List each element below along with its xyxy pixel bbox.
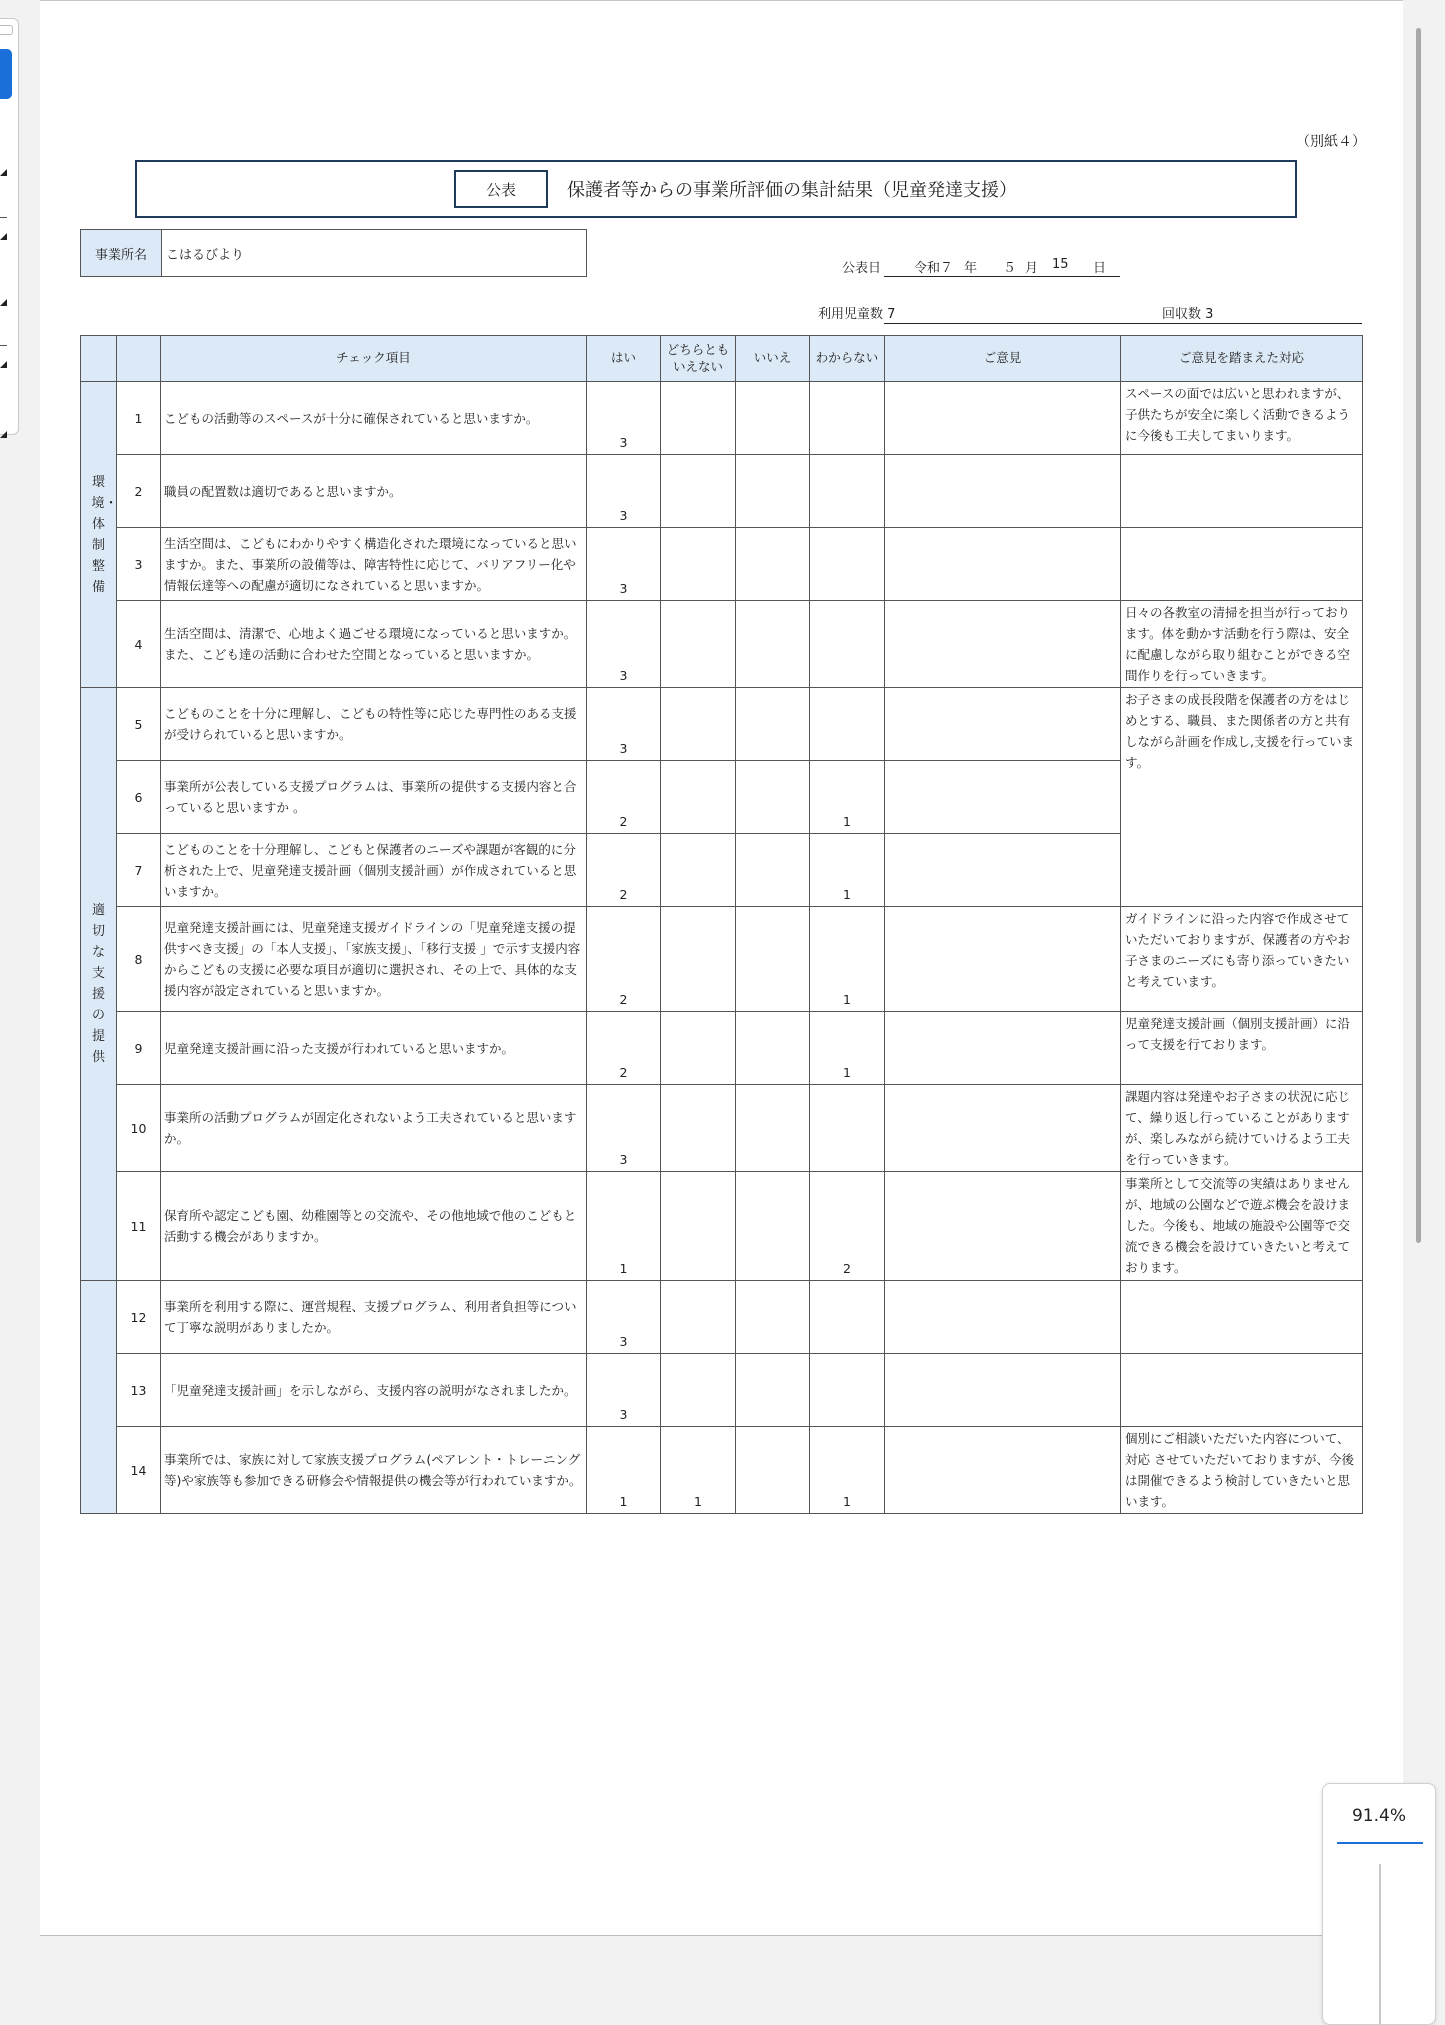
opinion-text <box>885 1281 1121 1354</box>
header-response: ご意見を踏まえた対応 <box>1121 336 1363 382</box>
no-count <box>736 1354 810 1427</box>
publication-date-label: 公表日 <box>842 261 882 276</box>
yes-count: 3 <box>587 601 661 688</box>
unknown-count: 1 <box>810 834 885 907</box>
unknown-count <box>810 382 885 455</box>
question-text: 生活空間は、清潔で、心地よく過ごせる環境になっていると思いますか。また、こども達の活動に合わせた空間となっていると思いますか。 <box>161 601 587 688</box>
row-number: 4 <box>117 601 161 688</box>
header-check-item: チェック項目 <box>161 336 587 382</box>
row-number: 13 <box>117 1354 161 1427</box>
neither-count <box>661 1012 736 1085</box>
page-divider <box>40 1935 1403 1936</box>
response-text <box>1121 528 1363 601</box>
header-neither: どちらとも いえない <box>661 336 736 382</box>
opinion-text <box>885 1354 1121 1427</box>
question-text: 児童発達支援計画に沿った支援が行われていると思いますか。 <box>161 1012 587 1085</box>
question-text: 事業所では、家族に対して家族支援プログラム(ペアレント・トレーニング等)や家族等も参加できる研修会や情報提供の機会等が行われていますか。 <box>161 1427 587 1514</box>
neither-count <box>661 1172 736 1281</box>
neither-count <box>661 907 736 1012</box>
no-count <box>736 528 810 601</box>
unknown-count <box>810 601 885 688</box>
children-count-label: 利用児童数 <box>818 307 884 322</box>
opinion-text <box>885 1427 1121 1514</box>
scrollbar-track[interactable] <box>1403 0 1445 2000</box>
expand-tool-icon[interactable] <box>0 431 7 438</box>
no-count <box>736 455 810 528</box>
table-row <box>81 528 1363 601</box>
no-count <box>736 688 810 761</box>
unknown-count <box>810 1281 885 1354</box>
evaluation-table <box>80 335 1363 1514</box>
opinion-text <box>885 688 1121 761</box>
unknown-count: 2 <box>810 1172 885 1281</box>
no-count <box>736 761 810 834</box>
expand-tool-icon[interactable] <box>0 169 7 176</box>
header-number <box>117 336 161 382</box>
unknown-count <box>810 1085 885 1172</box>
row-number: 2 <box>117 455 161 528</box>
header-opinion: ご意見 <box>885 336 1121 382</box>
question-text: 児童発達支援計画には、児童発達支援ガイドラインの「児童発達支援の提供すべき支援」の「本人支援」、「家族支援」、「移行支援 」で示す支援内容からこどもの支援に必要な項目が適切に選択され、その上で、具体的な支援内容が設定されていると思いますか。 <box>161 907 587 1012</box>
neither-count <box>661 455 736 528</box>
scrollbar-thumb[interactable] <box>1416 28 1421 1243</box>
expand-tool-icon[interactable] <box>0 299 7 306</box>
table-header-row <box>81 336 1363 382</box>
row-number: 10 <box>117 1085 161 1172</box>
annex-label: （別紙４） <box>1296 134 1366 150</box>
returned-count-label: 回収数 <box>1162 307 1202 322</box>
facility-name-box <box>80 229 587 277</box>
response-text <box>1121 1281 1363 1354</box>
unknown-count: 1 <box>810 761 885 834</box>
side-toolbar <box>0 18 19 435</box>
header-no: いいえ <box>736 336 810 382</box>
table-row <box>81 1281 1363 1354</box>
response-text: スペースの面では広いと思われますが、子供たちが安全に楽しく活動できるように今後も工夫してまいります。 <box>1121 382 1363 455</box>
no-count <box>736 1427 810 1514</box>
returned-count-value: 3 <box>1205 307 1214 322</box>
header-category <box>81 336 117 382</box>
tool-separator-icon <box>0 217 7 218</box>
opinion-text <box>885 1012 1121 1085</box>
response-text: 児童発達支援計画（個別支援計画）に沿って支援を行ております。 <box>1121 1012 1363 1085</box>
response-text: 日々の各教室の清掃を担当が行っております。体を動かす活動を行う際は、安全に配慮しながら取り組むことができる空間作りを行っていきます。 <box>1121 601 1363 688</box>
children-count-value: 7 <box>887 307 896 322</box>
no-count <box>736 1172 810 1281</box>
publication-day: 15 <box>1052 257 1069 272</box>
publication-era-year: 令和７ <box>914 261 954 276</box>
question-text: 職員の配置数は適切であると思いますか。 <box>161 455 587 528</box>
response-text: ガイドラインに沿った内容で作成させていただいておりますが、保護者の方やお子さまのニーズにも寄り添っていきたいと考えています。 <box>1121 907 1363 1012</box>
returned-count-field <box>1162 303 1213 322</box>
unknown-count <box>810 528 885 601</box>
expand-tool-icon[interactable] <box>0 361 7 368</box>
publication-month-unit: 月 <box>1025 261 1039 276</box>
neither-count <box>661 1085 736 1172</box>
question-text: 事業所が公表している支援プログラムは、事業所の提供する支援内容と合っていると思いますか 。 <box>161 761 587 834</box>
yes-count: 3 <box>587 688 661 761</box>
neither-count <box>661 528 736 601</box>
yes-count: 3 <box>587 1281 661 1354</box>
yes-count: 3 <box>587 1354 661 1427</box>
no-count <box>736 382 810 455</box>
yes-count: 3 <box>587 455 661 528</box>
table-row <box>81 382 1363 455</box>
document-title: 保護者等からの事業所評価の集計結果（児童発達支援） <box>567 180 1017 201</box>
neither-count <box>661 1281 736 1354</box>
tool-separator-icon <box>0 345 7 346</box>
question-text: 事業所の活動プログラムが固定化されないよう工夫されていると思いますか。 <box>161 1085 587 1172</box>
zoom-level-underline <box>1337 1842 1423 1844</box>
neither-count: 1 <box>661 1427 736 1514</box>
question-text: 保育所や認定こども園、幼稚園等との交流や、その他地域で他のこどもと活動する機会がありますか。 <box>161 1172 587 1281</box>
question-text: こどもの活動等のスペースが十分に確保されていると思いますか。 <box>161 382 587 455</box>
row-number: 8 <box>117 907 161 1012</box>
unknown-count: 1 <box>810 1012 885 1085</box>
opinion-text <box>885 761 1121 834</box>
row-number: 7 <box>117 834 161 907</box>
response-text <box>1121 1354 1363 1427</box>
yes-count: 2 <box>587 761 661 834</box>
opinion-text <box>885 382 1121 455</box>
opinion-text <box>885 907 1121 1012</box>
table-row <box>81 688 1363 761</box>
table-row <box>81 1354 1363 1427</box>
opinion-text <box>885 455 1121 528</box>
yes-count: 3 <box>587 528 661 601</box>
zoom-level[interactable]: 91.4% <box>1351 1806 1406 1826</box>
active-tool-button[interactable] <box>0 49 12 99</box>
table-row <box>81 455 1363 528</box>
question-text: こどものことを十分理解し、こどもと保護者のニーズや課題が客観的に分析された上で、児童発達支援計画（個別支援計画）が作成されていると思いますか。 <box>161 834 587 907</box>
category-continued <box>81 1281 117 1514</box>
unknown-count: 1 <box>810 907 885 1012</box>
public-badge: 公表 <box>454 170 548 208</box>
table-row <box>81 1427 1363 1514</box>
row-number: 3 <box>117 528 161 601</box>
yes-count: 3 <box>587 1085 661 1172</box>
unknown-count <box>810 455 885 528</box>
neither-count <box>661 761 736 834</box>
response-text: 事業所として交流等の実績はありませんが、地域の公園などで遊ぶ機会を設けました。今後も、地域の施設や公園等で交流できる機会を設けていきたいと考えております。 <box>1121 1172 1363 1281</box>
table-row <box>81 907 1363 1012</box>
row-number: 9 <box>117 1012 161 1085</box>
neither-count <box>661 601 736 688</box>
expand-tool-icon[interactable] <box>0 233 7 240</box>
publication-day-unit: 日 <box>1093 261 1107 276</box>
question-text: 「児童発達支援計画」を示しながら、支援内容の説明がなされましたか。 <box>161 1354 587 1427</box>
children-count-field <box>818 303 895 322</box>
row-number: 12 <box>117 1281 161 1354</box>
count-underline <box>884 323 1362 324</box>
row-number: 11 <box>117 1172 161 1281</box>
zoom-control[interactable] <box>1322 1783 1436 2025</box>
row-number: 5 <box>117 688 161 761</box>
response-text: 個別にご相談いただいた内容について、対応 させていただいておりますが、今後は開催できるよう検討していきたいと思います。 <box>1121 1427 1363 1514</box>
table-row <box>81 1172 1363 1281</box>
header-yes: はい <box>587 336 661 382</box>
unknown-count <box>810 1354 885 1427</box>
neither-count <box>661 834 736 907</box>
opinion-text <box>885 1085 1121 1172</box>
question-text: 事業所を利用する際に、運営規程、支援プログラム、利用者負担等について丁寧な説明がありましたか。 <box>161 1281 587 1354</box>
response-text <box>1121 455 1363 528</box>
no-count <box>736 1281 810 1354</box>
neither-count <box>661 688 736 761</box>
facility-name-value: こはるびより <box>166 247 245 263</box>
table-row <box>81 1012 1363 1085</box>
question-text: 生活空間は、こどもにわかりやすく構造化された環境になっていると思いますか。また、事業所の設備等は、障害特性に応じて、バリアフリー化や情報伝達等への配慮が適切になされていると思いますか。 <box>161 528 587 601</box>
opinion-text <box>885 601 1121 688</box>
neither-count <box>661 382 736 455</box>
yes-count: 1 <box>587 1172 661 1281</box>
yes-count: 2 <box>587 907 661 1012</box>
header-unknown: わからない <box>810 336 885 382</box>
no-count <box>736 907 810 1012</box>
yes-count: 2 <box>587 1012 661 1085</box>
opinion-text <box>885 1172 1121 1281</box>
publication-year-unit: 年 <box>964 261 978 276</box>
no-count <box>736 834 810 907</box>
response-text: お子さまの成長段階を保護者の方をはじめとする、職員、また関係者の方と共有しながら計画を作成し,支援を行っています。 <box>1121 688 1363 907</box>
publication-month: ５ <box>1003 261 1017 276</box>
no-count <box>736 1085 810 1172</box>
no-count <box>736 1012 810 1085</box>
yes-count: 3 <box>587 382 661 455</box>
response-text: 課題内容は発達やお子さまの状況に応じて、繰り返し行っていることがありますが、楽しみながら続けていけるよう工夫を行っていきます。 <box>1121 1085 1363 1172</box>
yes-count: 1 <box>587 1427 661 1514</box>
opinion-text <box>885 528 1121 601</box>
publication-date-underline <box>884 276 1120 277</box>
row-number: 1 <box>117 382 161 455</box>
row-number: 14 <box>117 1427 161 1514</box>
no-count <box>736 601 810 688</box>
zoom-slider[interactable] <box>1379 1864 1381 2024</box>
unknown-count <box>810 688 885 761</box>
unknown-count: 1 <box>810 1427 885 1514</box>
table-row <box>81 1085 1363 1172</box>
neither-count <box>661 1354 736 1427</box>
yes-count: 2 <box>587 834 661 907</box>
row-number: 6 <box>117 761 161 834</box>
question-text: こどものことを十分に理解し、こどもの特性等に応じた専門性のある支援が受けられていると思いますか。 <box>161 688 587 761</box>
toolbar-handle-icon[interactable] <box>0 25 13 35</box>
category-environment: 環境・体制整備 <box>81 382 117 688</box>
category-appropriate-support: 適切な支援の提供 <box>81 688 117 1281</box>
table-row <box>81 601 1363 688</box>
opinion-text <box>885 834 1121 907</box>
facility-name-label: 事業所名 <box>81 230 162 276</box>
